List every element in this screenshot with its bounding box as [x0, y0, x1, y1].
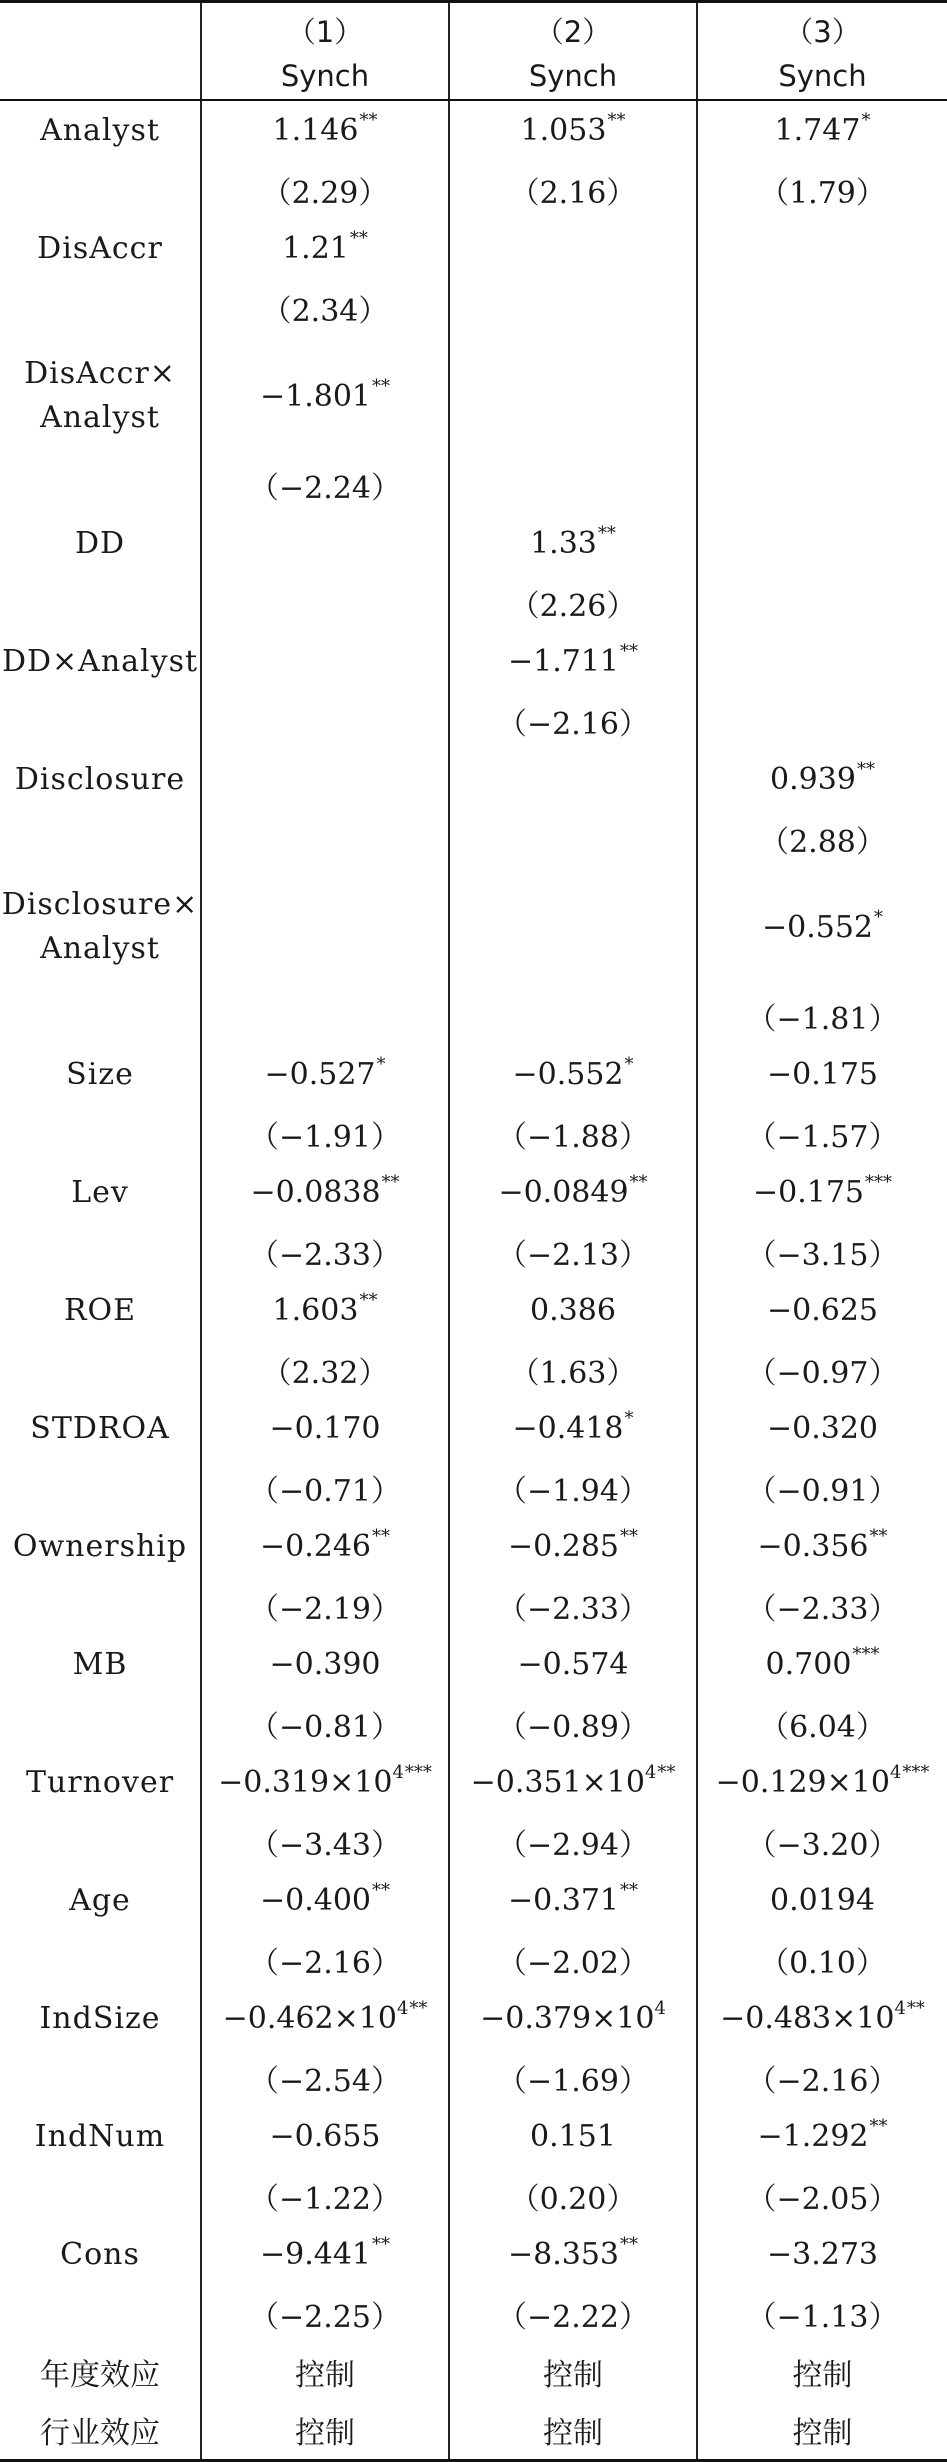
table-row-tstat — [0, 455, 947, 514]
significance-stars: ** — [349, 228, 368, 249]
coefficient-value: −0.371 — [507, 1883, 620, 1918]
significance-stars: ** — [620, 1526, 639, 1547]
t-statistic-cell — [201, 691, 449, 750]
coefficient-cell — [449, 750, 697, 809]
coefficient-value: 0.700 — [765, 1647, 852, 1682]
coefficient-cell — [697, 750, 947, 809]
t-statistic-cell: （−2.33） — [449, 1576, 697, 1635]
empty-label-cell — [0, 2166, 201, 2225]
t-statistic-cell: （−1.81） — [697, 986, 947, 1045]
coefficient-value: −0.170 — [269, 1411, 381, 1446]
coefficient-cell — [449, 219, 697, 278]
significance-stars: ** — [869, 2116, 888, 2137]
empty-label-cell — [0, 2048, 201, 2107]
t-statistic-cell — [201, 809, 449, 868]
variable-label-line: Analyst — [40, 931, 160, 966]
variable-label — [0, 1517, 201, 1576]
coefficient-value: −0.390 — [269, 1647, 381, 1682]
empty-label-cell — [0, 691, 201, 750]
table-row-tstat — [0, 2166, 947, 2225]
coefficient-cell — [697, 1753, 947, 1812]
header-col-number: （3） — [697, 2, 947, 54]
power-exponent: 4 — [644, 1762, 657, 1783]
t-statistic-cell: （2.26） — [449, 573, 697, 632]
t-statistic-cell: （2.88） — [697, 809, 947, 868]
variable-label — [0, 219, 201, 278]
variable-label — [0, 1635, 201, 1694]
t-statistic-cell: （−3.20） — [697, 1812, 947, 1871]
header-dep-var: Synch — [201, 53, 449, 100]
coefficient-cell — [201, 100, 449, 160]
coefficient-cell — [697, 1399, 947, 1458]
significance-stars: ** — [372, 375, 391, 397]
t-statistic-cell: （−2.02） — [449, 1930, 697, 1989]
table-row — [0, 1517, 947, 1576]
coefficient-cell — [449, 337, 697, 455]
significance-stars: ** — [372, 2234, 391, 2255]
table-body — [0, 100, 947, 2461]
table-row-tstat — [0, 809, 947, 868]
significance-stars: ** — [856, 759, 875, 780]
empty-label-cell — [0, 1222, 201, 1281]
table-row — [0, 1989, 947, 2048]
coefficient-cell — [201, 2225, 449, 2284]
coefficient-cell — [449, 1399, 697, 1458]
significance-stars: *** — [865, 1172, 893, 1193]
t-statistic-cell: （−2.94） — [449, 1812, 697, 1871]
coefficient-cell — [201, 750, 449, 809]
variable-label — [0, 1045, 201, 1104]
significance-stars: * — [624, 1054, 634, 1075]
coefficient-value: −8.353 — [507, 2237, 620, 2272]
empty-label-cell — [0, 1694, 201, 1753]
t-statistic-cell — [201, 573, 449, 632]
effect-value: 控制 — [697, 2401, 947, 2461]
empty-label-cell — [0, 986, 201, 1045]
coefficient-value: −0.0838 — [250, 1175, 381, 1210]
effect-value: 控制 — [201, 2401, 449, 2461]
power-exponent: 4 — [654, 1998, 666, 2019]
coefficient-cell — [449, 1871, 697, 1930]
header-dep-var: Synch — [697, 53, 947, 100]
t-statistic-cell — [449, 986, 697, 1045]
coefficient-cell — [201, 632, 449, 691]
header-corner — [0, 53, 201, 100]
coefficient-cell — [201, 1281, 449, 1340]
variable-label — [0, 750, 201, 809]
significance-stars: * — [861, 110, 871, 131]
table-row-tstat — [0, 1104, 947, 1163]
coefficient-cell — [201, 1163, 449, 1222]
significance-stars: * — [874, 906, 884, 928]
t-statistic-cell: （−2.16） — [201, 1930, 449, 1989]
variable-label-line: Disclosure — [14, 761, 186, 797]
significance-stars: ** — [607, 110, 626, 131]
t-statistic-cell: （−2.25） — [201, 2284, 449, 2343]
table-row-tstat — [0, 1694, 947, 1753]
table-row-tstat — [0, 1576, 947, 1635]
variable-label-line: Size — [66, 1056, 134, 1092]
significance-stars: ** — [869, 1526, 888, 1547]
table-row — [0, 2225, 947, 2284]
effect-row — [0, 2401, 947, 2461]
table-row — [0, 750, 947, 809]
empty-label-cell — [0, 2284, 201, 2343]
variable-label-line: DD×Analyst — [1, 643, 199, 679]
coefficient-value: −0.285 — [507, 1529, 620, 1564]
variable-label — [0, 1281, 201, 1340]
coefficient-cell — [201, 868, 449, 986]
table-row-tstat — [0, 1340, 947, 1399]
table-row — [0, 337, 947, 455]
variable-label — [0, 2225, 201, 2284]
t-statistic-cell: （−2.33） — [697, 1576, 947, 1635]
empty-label-cell — [0, 1340, 201, 1399]
variable-label — [0, 514, 201, 573]
power-exponent: 4 — [396, 1998, 409, 2019]
coefficient-value: −3.273 — [766, 2237, 879, 2272]
effect-row — [0, 2343, 947, 2401]
coefficient-value: −9.441 — [259, 2237, 372, 2272]
significance-stars: ** — [620, 1880, 639, 1901]
coefficient-value: −0.625 — [766, 1293, 879, 1328]
header-dep-var: Synch — [449, 53, 697, 100]
coefficient-cell — [449, 1163, 697, 1222]
coefficient-cell — [697, 868, 947, 986]
coefficient-value: −1.292 — [757, 2119, 869, 2154]
coefficient-cell — [697, 514, 947, 573]
t-statistic-cell — [697, 455, 947, 514]
t-statistic-cell: （−1.88） — [449, 1104, 697, 1163]
coefficient-cell — [449, 1635, 697, 1694]
power-exponent: 4 — [889, 1762, 902, 1783]
t-statistic-cell: （2.34） — [201, 278, 449, 337]
effect-value: 控制 — [449, 2343, 697, 2401]
coefficient-cell — [201, 1517, 449, 1576]
t-statistic-cell: （1.79） — [697, 160, 947, 219]
table-row — [0, 1045, 947, 1104]
t-statistic-cell — [697, 691, 947, 750]
coefficient-cell — [697, 2107, 947, 2166]
table-row-tstat — [0, 573, 947, 632]
coefficient-cell — [201, 337, 449, 455]
coefficient-value: −0.400 — [259, 1883, 372, 1918]
table-row — [0, 1753, 947, 1812]
significance-stars: ** — [359, 1290, 378, 1311]
coefficient-value: −0.129×10 — [715, 1765, 890, 1800]
table-row — [0, 219, 947, 278]
t-statistic-cell — [697, 573, 947, 632]
table-row — [0, 2107, 947, 2166]
t-statistic-cell — [201, 986, 449, 1045]
variable-label — [0, 100, 201, 160]
significance-stars: *** — [852, 1644, 880, 1665]
header-row-dep-var — [0, 53, 947, 100]
significance-stars: ** — [372, 1880, 391, 1901]
coefficient-cell — [697, 1281, 947, 1340]
variable-label-line: DD — [74, 525, 126, 561]
variable-label-line: STDROA — [30, 1410, 170, 1446]
effect-value: 控制 — [201, 2343, 449, 2401]
variable-label-line: MB — [72, 1646, 128, 1682]
variable-label-line: ROE — [63, 1292, 137, 1328]
variable-label-line: IndNum — [34, 2118, 166, 2154]
t-statistic-cell: （−2.22） — [449, 2284, 697, 2343]
coefficient-cell — [201, 1045, 449, 1104]
variable-label-line: Disclosure× — [1, 887, 199, 922]
t-statistic-cell: （−2.16） — [697, 2048, 947, 2107]
variable-label — [0, 1753, 201, 1812]
t-statistic-cell: （−0.89） — [449, 1694, 697, 1753]
coefficient-cell — [449, 868, 697, 986]
empty-label-cell — [0, 573, 201, 632]
empty-label-cell — [0, 1812, 201, 1871]
coefficient-cell — [201, 514, 449, 573]
empty-label-cell — [0, 1458, 201, 1517]
significance-stars: ** — [381, 1172, 400, 1193]
variable-label — [0, 632, 201, 691]
table-row-tstat — [0, 2284, 947, 2343]
coefficient-value: −0.319×10 — [218, 1765, 393, 1800]
coefficient-cell — [697, 100, 947, 160]
effect-label: 行业效应 — [0, 2401, 201, 2461]
significance-stars: ** — [620, 2234, 639, 2255]
coefficient-cell — [449, 1989, 697, 2048]
variable-label — [0, 337, 201, 455]
empty-label-cell — [0, 160, 201, 219]
table-row — [0, 868, 947, 986]
coefficient-value: −0.483×10 — [720, 2001, 895, 2036]
variable-label-line: Analyst — [40, 112, 160, 148]
coefficient-value: −0.175 — [766, 1057, 879, 1092]
table-row — [0, 100, 947, 160]
coefficient-value: 1.603 — [272, 1293, 359, 1328]
empty-label-cell — [0, 278, 201, 337]
coefficient-value: −0.574 — [517, 1647, 629, 1682]
significance-stars: ** — [657, 1762, 676, 1783]
coefficient-cell — [449, 1753, 697, 1812]
table-row-tstat — [0, 1812, 947, 1871]
variable-label-line: Cons — [60, 2236, 140, 2272]
coefficient-cell — [697, 219, 947, 278]
coefficient-value: −0.351×10 — [470, 1765, 645, 1800]
t-statistic-cell: （−1.13） — [697, 2284, 947, 2343]
coefficient-cell — [201, 219, 449, 278]
t-statistic-cell: （2.32） — [201, 1340, 449, 1399]
table-row-tstat — [0, 986, 947, 1045]
coefficient-value: −0.356 — [757, 1529, 869, 1564]
coefficient-cell — [201, 1399, 449, 1458]
t-statistic-cell — [697, 278, 947, 337]
significance-stars: * — [624, 1408, 634, 1429]
power-exponent: 4 — [392, 1762, 404, 1783]
t-statistic-cell: （−2.16） — [449, 691, 697, 750]
t-statistic-cell: （−3.15） — [697, 1222, 947, 1281]
variable-label — [0, 868, 201, 986]
coefficient-cell — [697, 1517, 947, 1576]
significance-stars: ** — [620, 641, 639, 662]
coefficient-value: 1.146 — [272, 113, 359, 148]
table-row-tstat — [0, 278, 947, 337]
coefficient-value: 0.939 — [770, 762, 856, 797]
t-statistic-cell: （2.16） — [449, 160, 697, 219]
t-statistic-cell: （−2.54） — [201, 2048, 449, 2107]
variable-label-line: Analyst — [40, 400, 160, 435]
variable-label — [0, 1399, 201, 1458]
power-exponent: 4 — [894, 1998, 906, 2019]
coefficient-cell — [697, 1871, 947, 1930]
coefficient-value: 1.747 — [774, 113, 861, 148]
coefficient-cell — [697, 1045, 947, 1104]
effect-value: 控制 — [697, 2343, 947, 2401]
coefficient-value: 1.21 — [282, 231, 349, 266]
coefficient-cell — [201, 1871, 449, 1930]
coefficient-value: 1.053 — [520, 113, 607, 148]
coefficient-value: 0.0194 — [770, 1883, 875, 1918]
empty-label-cell — [0, 809, 201, 868]
t-statistic-cell: （−1.69） — [449, 2048, 697, 2107]
table-row-tstat — [0, 691, 947, 750]
coefficient-value: −0.552 — [761, 909, 874, 945]
variable-label — [0, 1989, 201, 2048]
coefficient-cell — [201, 1635, 449, 1694]
table-row — [0, 1635, 947, 1694]
coefficient-cell — [449, 2107, 697, 2166]
coefficient-cell — [449, 514, 697, 573]
coefficient-cell — [449, 1045, 697, 1104]
table-row-tstat — [0, 1222, 947, 1281]
t-statistic-cell: （−2.13） — [449, 1222, 697, 1281]
t-statistic-cell: （−1.91） — [201, 1104, 449, 1163]
t-statistic-cell: （−0.81） — [201, 1694, 449, 1753]
t-statistic-cell: （−1.57） — [697, 1104, 947, 1163]
coefficient-value: −0.0849 — [498, 1175, 629, 1210]
empty-label-cell — [0, 1104, 201, 1163]
table-row-tstat — [0, 1930, 947, 1989]
table-row — [0, 632, 947, 691]
t-statistic-cell: （6.04） — [697, 1694, 947, 1753]
coefficient-cell — [201, 1753, 449, 1812]
t-statistic-cell: （−0.91） — [697, 1458, 947, 1517]
coefficient-value: −0.175 — [752, 1175, 865, 1210]
variable-label-line: Lev — [71, 1174, 129, 1210]
coefficient-cell — [697, 1635, 947, 1694]
header-col-number: （2） — [449, 2, 697, 54]
t-statistic-cell: （2.29） — [201, 160, 449, 219]
header-col-number: （1） — [201, 2, 449, 54]
t-statistic-cell: （0.20） — [449, 2166, 697, 2225]
variable-label — [0, 1163, 201, 1222]
t-statistic-cell: （−1.94） — [449, 1458, 697, 1517]
t-statistic-cell: （−0.97） — [697, 1340, 947, 1399]
t-statistic-cell: （1.63） — [449, 1340, 697, 1399]
header-corner — [0, 2, 201, 54]
t-statistic-cell: （0.10） — [697, 1930, 947, 1989]
variable-label — [0, 2107, 201, 2166]
empty-label-cell — [0, 1576, 201, 1635]
variable-label-line: Turnover — [25, 1764, 175, 1800]
coefficient-value: 0.386 — [530, 1293, 616, 1328]
table-row — [0, 1871, 947, 1930]
significance-stars: ** — [359, 110, 378, 131]
coefficient-value: −0.552 — [512, 1057, 624, 1092]
variable-label-line: DisAccr — [37, 230, 163, 266]
significance-stars: *** — [404, 1762, 432, 1783]
variable-label-line: DisAccr× — [24, 356, 176, 391]
significance-stars: *** — [902, 1762, 930, 1783]
effect-value: 控制 — [449, 2401, 697, 2461]
significance-stars: ** — [629, 1172, 648, 1193]
table-row — [0, 1399, 947, 1458]
significance-stars: ** — [906, 1998, 925, 2019]
t-statistic-cell — [449, 809, 697, 868]
t-statistic-cell — [449, 278, 697, 337]
empty-label-cell — [0, 455, 201, 514]
coefficient-value: −0.655 — [269, 2119, 381, 2154]
significance-stars: * — [376, 1054, 386, 1075]
table-row — [0, 1281, 947, 1340]
coefficient-value: −0.246 — [259, 1529, 372, 1564]
header-row-numbers — [0, 2, 947, 54]
coefficient-value: 1.33 — [530, 526, 597, 561]
coefficient-value: −0.418 — [512, 1411, 624, 1446]
coefficient-cell — [697, 337, 947, 455]
significance-stars: ** — [597, 523, 616, 544]
coefficient-cell — [201, 1989, 449, 2048]
coefficient-value: −1.801 — [259, 378, 372, 414]
effect-label: 年度效应 — [0, 2343, 201, 2401]
coefficient-cell — [449, 2225, 697, 2284]
coefficient-cell — [201, 2107, 449, 2166]
coefficient-value: −0.379×10 — [480, 2001, 655, 2036]
variable-label — [0, 1871, 201, 1930]
t-statistic-cell — [449, 455, 697, 514]
coefficient-cell — [697, 632, 947, 691]
table-row — [0, 514, 947, 573]
significance-stars: ** — [372, 1526, 391, 1547]
t-statistic-cell: （−2.24） — [201, 455, 449, 514]
t-statistic-cell: （−2.05） — [697, 2166, 947, 2225]
coefficient-cell — [449, 1517, 697, 1576]
t-statistic-cell: （−2.19） — [201, 1576, 449, 1635]
variable-label-line: Ownership — [12, 1528, 188, 1564]
significance-stars: ** — [409, 1998, 428, 2019]
coefficient-value: 0.151 — [530, 2119, 616, 2154]
variable-label-line: IndSize — [39, 2000, 161, 2036]
coefficient-value: −0.527 — [264, 1057, 376, 1092]
table-row-tstat — [0, 2048, 947, 2107]
variable-label-line: Age — [69, 1882, 131, 1918]
coefficient-value: −1.711 — [507, 644, 620, 679]
coefficient-cell — [449, 632, 697, 691]
table-row-tstat — [0, 160, 947, 219]
coefficient-cell — [697, 1163, 947, 1222]
coefficient-cell — [697, 2225, 947, 2284]
t-statistic-cell: （−0.71） — [201, 1458, 449, 1517]
coefficient-cell — [449, 1281, 697, 1340]
table-row-tstat — [0, 1458, 947, 1517]
coefficient-cell — [697, 1989, 947, 2048]
empty-label-cell — [0, 1930, 201, 1989]
coefficient-value: −0.462×10 — [222, 2001, 397, 2036]
t-statistic-cell: （−3.43） — [201, 1812, 449, 1871]
coefficient-value: −0.320 — [766, 1411, 879, 1446]
table-row — [0, 1163, 947, 1222]
t-statistic-cell: （−1.22） — [201, 2166, 449, 2225]
coefficient-cell — [449, 100, 697, 160]
t-statistic-cell: （−2.33） — [201, 1222, 449, 1281]
